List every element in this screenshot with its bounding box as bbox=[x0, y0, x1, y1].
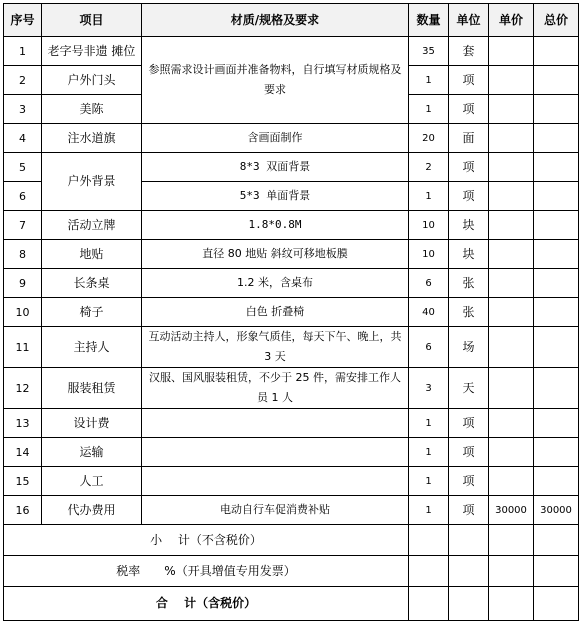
table-row bbox=[4, 240, 579, 269]
row-item-merged: 户外背景 bbox=[42, 153, 142, 211]
tax-row bbox=[4, 556, 579, 587]
row-total bbox=[534, 153, 579, 182]
row-no: 2 bbox=[4, 66, 42, 95]
row-no: 6 bbox=[4, 182, 42, 211]
table-row bbox=[4, 368, 579, 409]
row-qty: 10 bbox=[409, 240, 449, 269]
grand-total-label: 合 计（含税价） bbox=[4, 587, 409, 621]
row-total bbox=[534, 66, 579, 95]
row-total bbox=[534, 240, 579, 269]
row-spec bbox=[142, 467, 409, 496]
table-row bbox=[4, 496, 579, 525]
row-total bbox=[534, 211, 579, 240]
row-total bbox=[534, 124, 579, 153]
grand-total-qty bbox=[409, 587, 449, 621]
row-item: 注水道旗 bbox=[42, 124, 142, 153]
row-unit: 天 bbox=[449, 368, 489, 409]
table-row bbox=[4, 298, 579, 327]
row-price bbox=[489, 95, 534, 124]
row-qty: 6 bbox=[409, 327, 449, 368]
grand-total-row bbox=[4, 587, 579, 621]
row-qty: 1 bbox=[409, 95, 449, 124]
table-row bbox=[4, 211, 579, 240]
tax-unit bbox=[449, 556, 489, 587]
table-row bbox=[4, 467, 579, 496]
row-total bbox=[534, 327, 579, 368]
row-price bbox=[489, 269, 534, 298]
grand-total-total bbox=[534, 587, 579, 621]
row-unit: 块 bbox=[449, 240, 489, 269]
row-price bbox=[489, 327, 534, 368]
row-spec: 汉服、国风服装租赁，不少于 25 件，需安排工作人员 1 人 bbox=[142, 368, 409, 409]
header-unit: 单位 bbox=[449, 4, 489, 37]
header-spec: 材质/规格及要求 bbox=[142, 4, 409, 37]
row-no: 16 bbox=[4, 496, 42, 525]
row-price bbox=[489, 124, 534, 153]
row-total bbox=[534, 182, 579, 211]
row-total bbox=[534, 298, 579, 327]
row-spec: 8*3 双面背景 bbox=[142, 153, 409, 182]
row-unit: 项 bbox=[449, 66, 489, 95]
row-total bbox=[534, 438, 579, 467]
row-no: 12 bbox=[4, 368, 42, 409]
row-qty: 6 bbox=[409, 269, 449, 298]
row-qty: 35 bbox=[409, 37, 449, 66]
row-qty: 1 bbox=[409, 409, 449, 438]
table-row bbox=[4, 124, 579, 153]
row-qty: 3 bbox=[409, 368, 449, 409]
subtotal-price bbox=[489, 525, 534, 556]
row-qty: 40 bbox=[409, 298, 449, 327]
row-unit: 面 bbox=[449, 124, 489, 153]
row-price bbox=[489, 211, 534, 240]
row-spec: 1.8*0.8M bbox=[142, 211, 409, 240]
row-no: 13 bbox=[4, 409, 42, 438]
row-price: 30000 bbox=[489, 496, 534, 525]
row-no: 5 bbox=[4, 153, 42, 182]
row-total bbox=[534, 269, 579, 298]
row-spec: 含画面制作 bbox=[142, 124, 409, 153]
subtotal-qty bbox=[409, 525, 449, 556]
subtotal-label: 小 计（不含税价） bbox=[4, 525, 409, 556]
row-item: 活动立牌 bbox=[42, 211, 142, 240]
row-total bbox=[534, 37, 579, 66]
table-row bbox=[4, 438, 579, 467]
tax-qty bbox=[409, 556, 449, 587]
row-unit: 块 bbox=[449, 211, 489, 240]
row-qty: 1 bbox=[409, 66, 449, 95]
row-price bbox=[489, 438, 534, 467]
row-qty: 1 bbox=[409, 182, 449, 211]
row-price bbox=[489, 409, 534, 438]
table-row bbox=[4, 269, 579, 298]
row-unit: 套 bbox=[449, 37, 489, 66]
row-price bbox=[489, 182, 534, 211]
row-qty: 1 bbox=[409, 438, 449, 467]
quotation-table bbox=[3, 3, 579, 621]
table-row bbox=[4, 327, 579, 368]
subtotal-row bbox=[4, 525, 579, 556]
row-no: 1 bbox=[4, 37, 42, 66]
row-spec: 5*3 单面背景 bbox=[142, 182, 409, 211]
tax-label: 税率 %（开具增值专用发票） bbox=[4, 556, 409, 587]
row-spec bbox=[142, 438, 409, 467]
row-item: 户外门头 bbox=[42, 66, 142, 95]
row-spec: 直径 80 地贴 斜纹可移地板膜 bbox=[142, 240, 409, 269]
row-qty: 20 bbox=[409, 124, 449, 153]
table-row bbox=[4, 37, 579, 66]
subtotal-total bbox=[534, 525, 579, 556]
row-price bbox=[489, 240, 534, 269]
row-item: 人工 bbox=[42, 467, 142, 496]
row-price bbox=[489, 368, 534, 409]
row-unit: 张 bbox=[449, 298, 489, 327]
header-qty: 数量 bbox=[409, 4, 449, 37]
row-no: 11 bbox=[4, 327, 42, 368]
row-total: 30000 bbox=[534, 496, 579, 525]
row-unit: 场 bbox=[449, 327, 489, 368]
grand-total-price bbox=[489, 587, 534, 621]
row-spec: 1.2 米，含桌布 bbox=[142, 269, 409, 298]
row-no: 4 bbox=[4, 124, 42, 153]
row-item: 运输 bbox=[42, 438, 142, 467]
table-row bbox=[4, 409, 579, 438]
row-total bbox=[534, 368, 579, 409]
row-item: 老字号非遗 摊位 bbox=[42, 37, 142, 66]
row-item: 代办费用 bbox=[42, 496, 142, 525]
row-no: 3 bbox=[4, 95, 42, 124]
row-price bbox=[489, 467, 534, 496]
row-item: 设计费 bbox=[42, 409, 142, 438]
row-item: 服装租赁 bbox=[42, 368, 142, 409]
row-unit: 项 bbox=[449, 409, 489, 438]
row-no: 8 bbox=[4, 240, 42, 269]
row-no: 7 bbox=[4, 211, 42, 240]
row-item: 椅子 bbox=[42, 298, 142, 327]
row-item: 美陈 bbox=[42, 95, 142, 124]
row-no: 15 bbox=[4, 467, 42, 496]
row-unit: 项 bbox=[449, 496, 489, 525]
row-no: 10 bbox=[4, 298, 42, 327]
row-spec-merged: 参照需求设计画面并准备物料，自行填写材质规格及要求 bbox=[142, 37, 409, 124]
row-total bbox=[534, 95, 579, 124]
row-spec: 白色 折叠椅 bbox=[142, 298, 409, 327]
tax-price bbox=[489, 556, 534, 587]
header-no: 序号 bbox=[4, 4, 42, 37]
tax-total bbox=[534, 556, 579, 587]
row-qty: 1 bbox=[409, 467, 449, 496]
row-total bbox=[534, 467, 579, 496]
header-row bbox=[4, 4, 579, 37]
row-price bbox=[489, 298, 534, 327]
row-no: 9 bbox=[4, 269, 42, 298]
row-spec: 互动活动主持人，形象气质佳，每天下午、晚上，共 3 天 bbox=[142, 327, 409, 368]
row-price bbox=[489, 37, 534, 66]
row-unit: 项 bbox=[449, 438, 489, 467]
row-price bbox=[489, 153, 534, 182]
row-unit: 项 bbox=[449, 95, 489, 124]
header-total: 总价 bbox=[534, 4, 579, 37]
row-no: 14 bbox=[4, 438, 42, 467]
row-total bbox=[534, 409, 579, 438]
row-item: 主持人 bbox=[42, 327, 142, 368]
header-price: 单价 bbox=[489, 4, 534, 37]
subtotal-unit bbox=[449, 525, 489, 556]
row-item: 地贴 bbox=[42, 240, 142, 269]
row-unit: 张 bbox=[449, 269, 489, 298]
row-qty: 2 bbox=[409, 153, 449, 182]
row-spec bbox=[142, 409, 409, 438]
row-qty: 1 bbox=[409, 496, 449, 525]
row-unit: 项 bbox=[449, 467, 489, 496]
row-spec: 电动自行车促消费补贴 bbox=[142, 496, 409, 525]
header-item: 项目 bbox=[42, 4, 142, 37]
row-price bbox=[489, 66, 534, 95]
row-unit: 项 bbox=[449, 153, 489, 182]
row-unit: 项 bbox=[449, 182, 489, 211]
row-item: 长条桌 bbox=[42, 269, 142, 298]
table-row bbox=[4, 153, 579, 182]
grand-total-unit bbox=[449, 587, 489, 621]
row-qty: 10 bbox=[409, 211, 449, 240]
